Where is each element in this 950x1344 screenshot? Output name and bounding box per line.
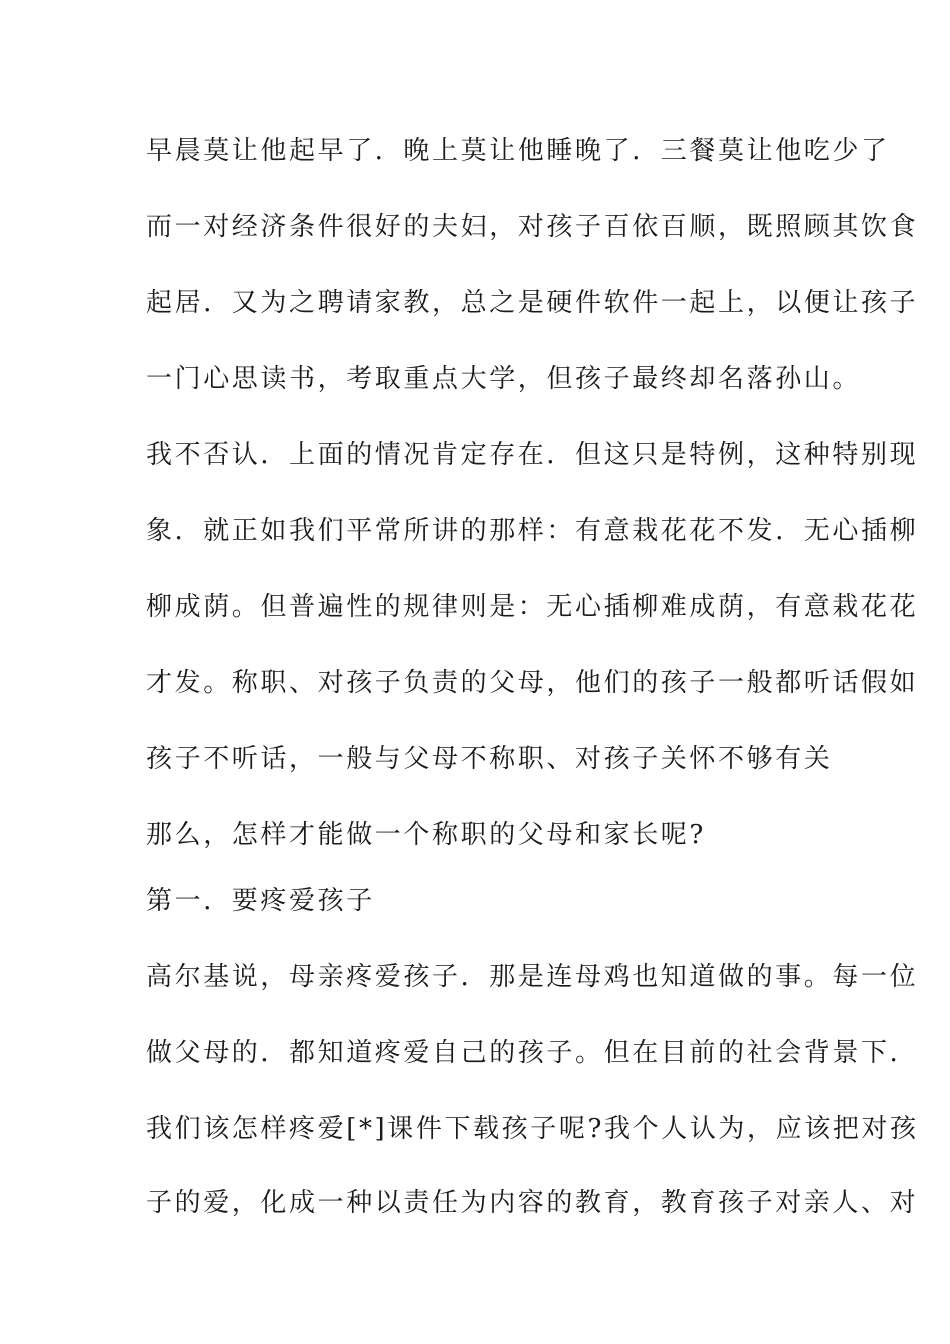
text-line-8: 才发。称职、对孩子负责的父母，他们的孩子一般都听话假如: [146, 668, 919, 698]
text-line-3: 起居．又为之聘请家教，总之是硬件软件一起上，以便让孩子: [146, 288, 919, 318]
text-line-1: 早晨莫让他起早了．晚上莫让他睡晚了．三餐莫让他吃少了: [146, 136, 890, 166]
text-line-12: 高尔基说，母亲疼爱孩子．那是连母鸡也知道做的事。每一位: [146, 962, 919, 992]
text-line-6: 象．就正如我们平常所讲的那样：有意栽花花不发．无心插柳: [146, 516, 919, 546]
text-line-14: 我们该怎样疼爱[*]课件下载孩子呢?我个人认为，应该把对孩: [146, 1114, 919, 1144]
text-line-13: 做父母的．都知道疼爱自己的孩子。但在目前的社会背景下．: [146, 1038, 919, 1068]
text-line-15: 子的爱，化成一种以责任为内容的教育，教育孩子对亲人、对: [146, 1188, 919, 1218]
text-line-2: 而一对经济条件很好的夫妇，对孩子百依百顺，既照顾其饮食: [146, 212, 919, 242]
section-heading: 第一．要疼爱孩子: [146, 886, 375, 916]
text-line-4: 一门心思读书，考取重点大学，但孩子最终却名落孙山。: [146, 364, 862, 394]
text-line-9: 孩子不听话，一般与父母不称职、对孩子关怀不够有关: [146, 744, 833, 774]
text-line-5: 我不否认．上面的情况肯定存在．但这只是特例，这种特别现: [146, 440, 919, 470]
text-line-10: 那么，怎样才能做一个称职的父母和家长呢?: [146, 820, 706, 850]
text-line-7: 柳成荫。但普遍性的规律则是：无心插柳难成荫，有意栽花花: [146, 592, 919, 622]
